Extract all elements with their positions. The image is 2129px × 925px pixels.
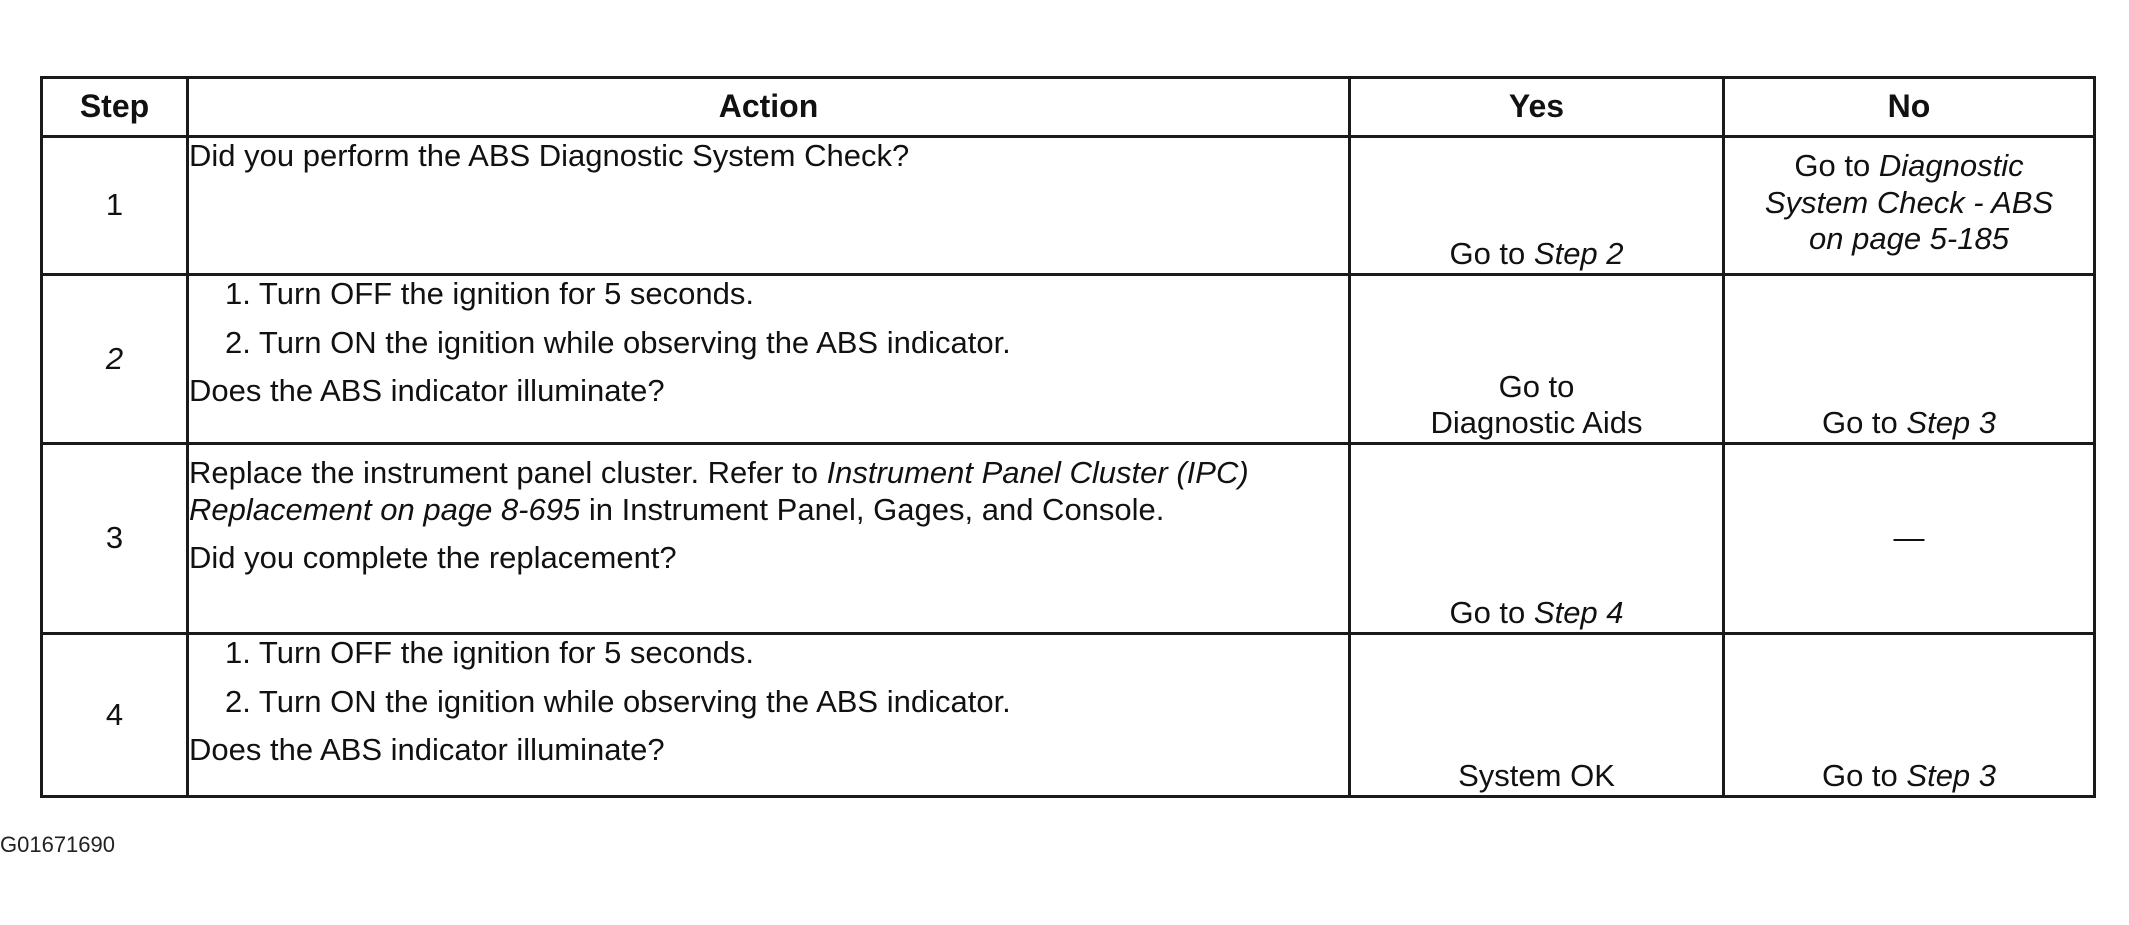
table-row bbox=[42, 634, 2095, 797]
header-yes: Yes bbox=[1350, 78, 1724, 137]
action-cell bbox=[188, 634, 1350, 797]
question-text: Does the ABS indicator illuminate? bbox=[189, 373, 665, 409]
no-ref-link[interactable]: on page 5-185 bbox=[1809, 221, 2009, 257]
yes-step-link[interactable]: Step 4 bbox=[1533, 595, 1624, 631]
no-cell bbox=[1724, 634, 2095, 797]
yes-prefix: Go to bbox=[1449, 236, 1534, 272]
table-row bbox=[42, 275, 2095, 444]
list-item bbox=[189, 635, 1348, 672]
no-step-link[interactable]: Step 3 bbox=[1906, 758, 1997, 794]
no-step-link[interactable]: Step 3 bbox=[1906, 405, 1997, 441]
yes-cell bbox=[1350, 275, 1724, 444]
yes-cell bbox=[1350, 634, 1724, 797]
no-prefix: Go to bbox=[1794, 148, 1879, 183]
list-item bbox=[189, 325, 1348, 362]
table-row bbox=[42, 444, 2095, 634]
figure-id: G01671690 bbox=[0, 832, 115, 857]
action-cell bbox=[188, 137, 1350, 275]
list-item bbox=[189, 276, 1348, 313]
list-text: Turn OFF the ignition for 5 seconds. bbox=[258, 276, 754, 311]
yes-link[interactable]: Diagnostic Aids bbox=[1430, 405, 1643, 441]
action-cell bbox=[188, 275, 1350, 444]
list-text: Turn ON the ignition while observing the ABS indicator. bbox=[258, 324, 1011, 360]
header-no: No bbox=[1724, 78, 2095, 137]
no-prefix: Go to bbox=[1821, 405, 1907, 441]
list-number: 2. bbox=[225, 683, 251, 719]
table-row bbox=[42, 137, 2095, 275]
yes-text: System OK bbox=[1458, 758, 1615, 794]
no-cell bbox=[1724, 444, 2095, 634]
header-step: Step bbox=[42, 78, 188, 137]
list-text: Turn ON the ignition while observing the ABS indicator. bbox=[258, 683, 1011, 719]
list-item bbox=[189, 684, 1348, 721]
action-plain: Replace the instrument panel cluster. Refer to bbox=[189, 455, 827, 490]
step-number-text: 2 bbox=[105, 340, 124, 376]
header-action: Action bbox=[188, 78, 1350, 137]
list-text: Turn OFF the ignition for 5 seconds. bbox=[258, 635, 754, 670]
yes-cell bbox=[1350, 137, 1724, 275]
no-cell bbox=[1724, 275, 2095, 444]
diagnostic-table bbox=[40, 76, 2096, 798]
step-number: 1 bbox=[42, 137, 188, 275]
no-prefix: Go to bbox=[1821, 758, 1907, 794]
action-text bbox=[189, 455, 1348, 528]
yes-step-link[interactable]: Step 2 bbox=[1533, 236, 1624, 272]
action-text: Did you perform the ABS Diagnostic System Check? bbox=[189, 138, 910, 173]
question-text: Did you complete the replacement? bbox=[189, 540, 677, 576]
yes-prefix: Go to bbox=[1449, 595, 1534, 631]
no-ref-link[interactable]: Diagnostic bbox=[1878, 148, 2024, 183]
action-plain: in Instrument Panel, Gages, and Console. bbox=[580, 491, 1165, 527]
no-cell bbox=[1724, 137, 2095, 275]
yes-cell bbox=[1350, 444, 1724, 634]
question-text: Does the ABS indicator illuminate? bbox=[189, 732, 665, 768]
step-number bbox=[42, 275, 188, 444]
action-ref-link[interactable]: Instrument Panel Cluster (IPC) Replacement on page 8-695 bbox=[189, 455, 1249, 527]
no-dash: — bbox=[1893, 520, 1925, 556]
table-header-row bbox=[42, 78, 2095, 137]
step-number: 3 bbox=[42, 444, 188, 634]
no-ref-link[interactable]: System Check - ABS bbox=[1764, 184, 2054, 220]
list-number: 2. bbox=[225, 324, 251, 360]
action-cell bbox=[188, 444, 1350, 634]
step-number: 4 bbox=[42, 634, 188, 797]
yes-prefix: Go to bbox=[1498, 368, 1575, 404]
list-number: 1. bbox=[225, 276, 251, 311]
list-number: 1. bbox=[225, 635, 251, 670]
